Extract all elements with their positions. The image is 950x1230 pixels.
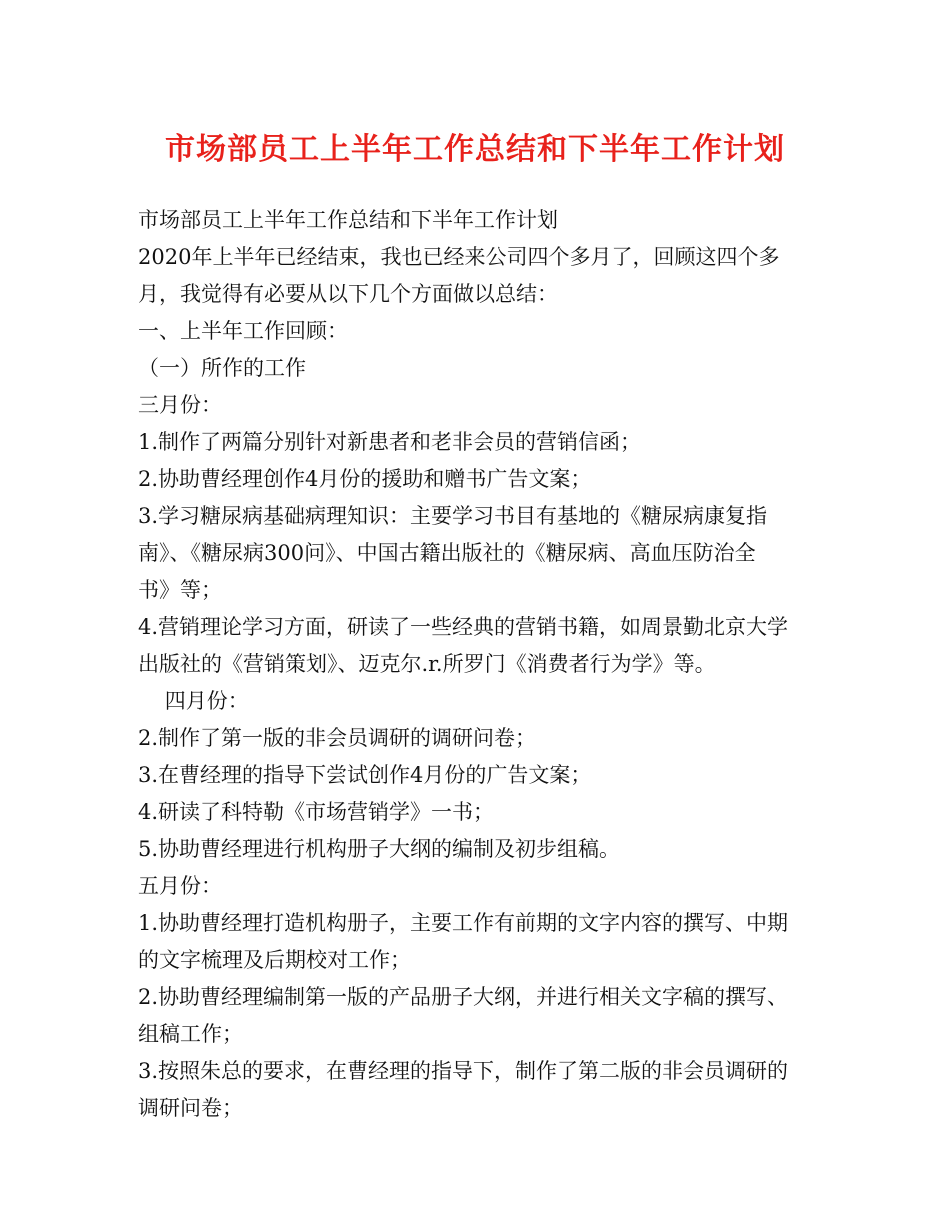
body-line: 2020年上半年已经结束，我也已经来公司四个多月了，回顾这四个多 bbox=[138, 245, 780, 269]
list-item-continuation: 书》等； bbox=[138, 578, 222, 602]
month-heading: 四月份： bbox=[138, 689, 249, 713]
list-item: 5.协助曹经理进行机构册子大纲的编制及初步组稿。 bbox=[138, 837, 621, 861]
section-heading: 一、上半年工作回顾： bbox=[138, 319, 348, 343]
list-item: 1.制作了两篇分别针对新患者和老非会员的营销信函； bbox=[138, 430, 642, 454]
list-item: 4.研读了科特勒《市场营销学》一书； bbox=[138, 800, 495, 824]
list-item-continuation: 组稿工作； bbox=[138, 1022, 243, 1046]
list-item: 1.协助曹经理打造机构册子，主要工作有前期的文字内容的撰写、中期 bbox=[138, 911, 789, 935]
month-heading: 五月份： bbox=[138, 874, 222, 898]
list-item: 2.协助曹经理编制第一版的产品册子大纲，并进行相关文字稿的撰写、 bbox=[138, 985, 789, 1009]
document-body bbox=[138, 202, 818, 1127]
list-item: 3.按照朱总的要求，在曹经理的指导下，制作了第二版的非会员调研的 bbox=[138, 1059, 789, 1083]
list-item: 3.学习糖尿病基础病理知识：主要学习书目有基地的《糖尿病康复指 bbox=[138, 504, 768, 528]
month-heading: 三月份： bbox=[138, 393, 222, 417]
list-item: 2.制作了第一版的非会员调研的调研问卷； bbox=[138, 726, 537, 750]
list-item: 3.在曹经理的指导下尝试创作4月份的广告文案； bbox=[138, 763, 592, 787]
list-item: 4.营销理论学习方面，研读了一些经典的营销书籍，如周景勤北京大学 bbox=[138, 615, 789, 639]
body-line: 市场部员工上半年工作总结和下半年工作计划 bbox=[138, 208, 558, 232]
list-item-continuation: 的文字梳理及后期校对工作； bbox=[138, 948, 411, 972]
list-item-continuation: 南》、《糖尿病300问》、中国古籍出版社的《糖尿病、高血压防治全 bbox=[138, 541, 756, 565]
list-item-continuation: 调研问卷； bbox=[138, 1096, 243, 1120]
list-item-continuation: 出版社的《营销策划》、迈克尔.r.所罗门《消费者行为学》等。 bbox=[138, 652, 716, 676]
document-title: 市场部员工上半年工作总结和下半年工作计划 bbox=[165, 132, 785, 167]
list-item: 2.协助曹经理创作4月份的援助和赠书广告文案； bbox=[138, 467, 592, 491]
body-line: 月，我觉得有必要从以下几个方面做以总结： bbox=[138, 282, 558, 306]
subsection-heading: （一）所作的工作 bbox=[138, 356, 306, 380]
